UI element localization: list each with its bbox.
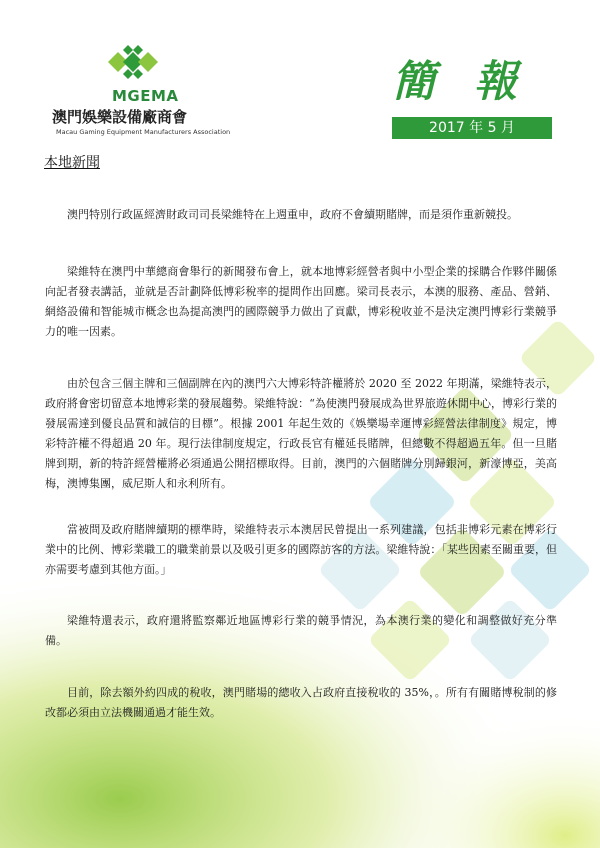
paragraph: 當被問及政府賭牌續期的標準時，梁維特表示本澳居民曾提出一系列建議，包括非博彩元素在博彩行業中的比例、博彩業職工的職業前景以及吸引更多的國際訪客的方法。梁維特說：「某些因素至關重要，但亦需要考慮到其他方面。」 [45,523,557,576]
paragraph: 梁維特還表示，政府還將監察鄰近地區博彩行業的競爭情況，為本澳行業的變化和調整做好充分準備。 [45,614,557,647]
paragraph: 目前，除去額外約四成的稅收，澳門賭場的總收入占政府直接稅收的 35%，。所有有關賭博稅制的修改都必須由立法機關通過才能生效。 [45,686,557,719]
logo-name-english: Macau Gaming Equipment Manufacturers Association [56,128,231,136]
logo-name-chinese: 澳門娛樂設備廠商會 [52,108,188,126]
logo-abbreviation: MGEMA [112,87,179,105]
paragraph: 梁維特在澳門中華總商會舉行的新聞發布會上，就本地博彩經營者與中小型企業的採購合作夥伴關係向記者發表講話，並就是否計劃降低博彩稅率的提問作出回應。梁司長表示，本澳的服務、產品、營銷、網絡設備和智能城市概念也為提高澳門的國際競爭力做出了貢獻，博彩稅收並不是決定澳門博彩行業競爭力的唯一因素。 [45,265,557,338]
newsletter-title: 簡 報 [392,57,529,107]
section-heading: 本地新聞 [44,155,100,171]
logo-diamond-icon [100,40,166,84]
paragraph: 由於包含三個主牌和三個副牌在內的澳門六大博彩特許權將於 2020 至 2022 年期滿，梁維特表示，政府將會密切留意本地博彩業的發展趨勢。梁維特說：“為使澳門發展成為世界旅遊休閒中心，博彩行業的發展需達到優良品質和誠信的目標”。根據 2001 年起生效的《娛樂場幸運博彩經營法律制度》規定，博彩特許權不得超過 20 年。現行法律制度規定，行政長官有權延長賭牌，但總數不得超過五年。但一旦賭牌到期，新的特許經營權將必須通過公開招標取得。目前，澳門的六個賭牌分別歸銀河，新濠博亞，美高梅，澳博集團，威尼斯人和永利所有。 [45,377,557,490]
issue-date: 2017 年 5 月 [392,117,552,139]
paragraph: 澳門特別行政區經濟財政司司長梁維特在上週重申，政府不會續期賭牌，而是須作重新競投。 [67,208,518,221]
